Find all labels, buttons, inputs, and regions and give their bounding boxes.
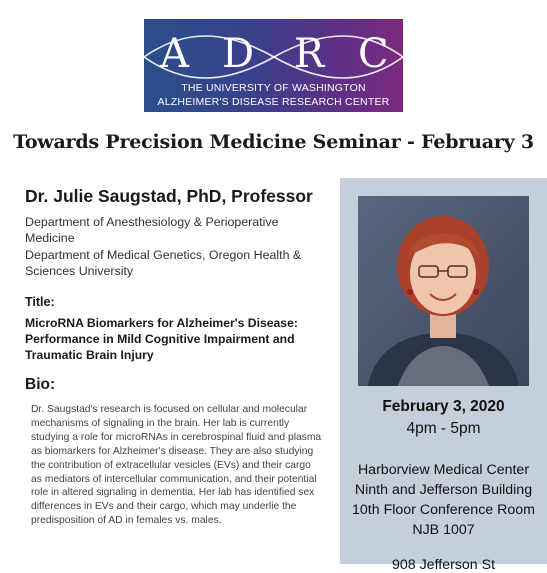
event-details-panel	[340, 178, 547, 573]
speaker-name: Dr. Julie Saugstad, PhD, Professor	[25, 186, 313, 206]
bio-text: Dr. Saugstad's research is focused on cellular and molecular mechanisms of signaling in the brain. Her lab is currently studying a role for microRNAs in cerebrospinal fluid and plasma as biomarkers for Alzheimer's disease. They are also studying the contribution of extracellular vesicles (EVs) and their cargo as mediators of intercellular communication, and their potential role in altered signaling in dementia. Her lab has identified sex differences in EVs and their cargo, which may underlie the predisposition of AD in females vs. males.	[31, 404, 322, 527]
logo-letter-c: C	[358, 31, 389, 77]
event-date: February 3, 2020	[382, 398, 505, 415]
logo-letter-r: R	[294, 31, 325, 77]
speaker-affiliation-2: Department of Medical Genetics, Oregon Health & Sciences University	[25, 248, 302, 278]
speaker-portrait-image	[358, 196, 529, 386]
bio-label: Bio:	[25, 376, 56, 393]
logo-letter-a: A	[160, 31, 189, 77]
venue-name: Harborview Medical Center	[357, 462, 530, 478]
venue-room-code: NJB 1007	[412, 522, 475, 538]
venue-address: 908 Jefferson St	[391, 557, 496, 573]
logo-university-line: THE UNIVERSITY OF WASHINGTON	[181, 82, 366, 94]
logo-center-line: ALZHEIMER'S DISEASE RESEARCH CENTER	[157, 96, 390, 108]
speaker-affiliation-1: Department of Anesthesiology & Perioperative Medicine	[25, 215, 279, 245]
venue-building: Ninth and Jefferson Building	[354, 482, 533, 498]
event-time: 4pm - 5pm	[406, 420, 481, 437]
venue-room: 10th Floor Conference Room	[352, 502, 535, 518]
talk-title: MicroRNA Biomarkers for Alzheimer's Disease: Performance in Mild Cognitive Impairment and Traumatic Brain Injury	[25, 316, 298, 362]
speaker-photo	[358, 196, 529, 386]
logo-letters	[144, 31, 403, 81]
seminar-heading: Towards Precision Medicine Seminar - February 3	[13, 131, 534, 153]
logo-letter-d: D	[222, 31, 255, 77]
talk-title-label: Title:	[25, 295, 55, 309]
adrc-logo	[144, 19, 403, 112]
